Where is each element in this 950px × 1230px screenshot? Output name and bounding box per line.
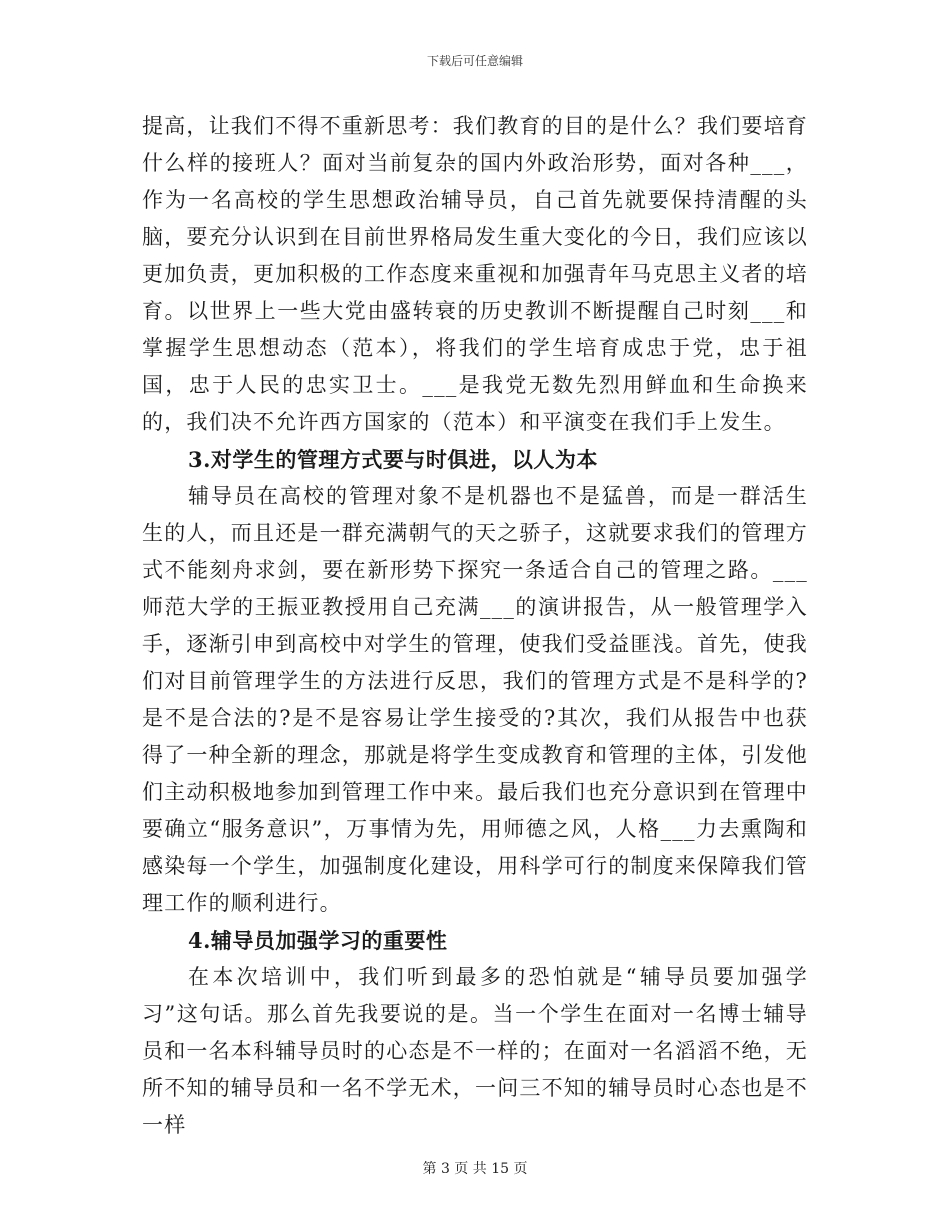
document-body bbox=[142, 108, 808, 1144]
paragraph-learning: 在本次培训中，我们听到最多的恐怕就是“辅导员要加强学习”这句话。那么首先我要说的是。当一个学生在面对一名博士辅导员和一名本科辅导员时的心态是不一样的；在面对一名滔滔不绝，无所不知的辅导员和一名不学无术，一问三不知的辅导员时心态也是不一样 bbox=[142, 965, 808, 1137]
page-header: 下载后可任意编辑 bbox=[426, 54, 523, 68]
paragraph-intro: 提高，让我们不得不重新思考：我们教育的目的是什么？我们要培育什么样的接班人？面对当前复杂的国内外政治形势，面对各种___，作为一名高校的学生思想政治辅导员，自己首先就要保持清醒的头脑，要充分认识到在目前世界格局发生重大变化的今日，我们应该以更加负责，更加积极的工作态度来重视和加强青年马克思主义者的培育。以世界上一些大党由盛转衰的历史教训不断提醒自己时刻___和掌握学生思想动态（范本），将我们的学生培育成忠于党，忠于祖国，忠于人民的忠实卫士。___是我党无数先烈用鲜血和生命换来的，我们决不允许西方国家的（范本）和平演变在我们手上发生。 bbox=[142, 114, 808, 434]
page-number: 第 3 页 共 15 页 bbox=[422, 1161, 528, 1177]
paragraph-management: 辅导员在高校的管理对象不是机器也不是猛兽，而是一群活生生的人，而且还是一群充满朝气的天之骄子，这就要求我们的管理方式不能刻舟求剑，要在新形势下探究一条适合自己的管理之路。___师范大学的王振亚教授用自己充满___的演讲报告，从一般管理学入手，逐渐引申到高校中对学生的管理，使我们受益匪浅。首先，使我们对目前管理学生的方法进行反思，我们的管理方式是不是科学的?是不是合法的?是不是容易让学生接受的?其次，我们从报告中也获得了一种全新的理念，那就是将学生变成教育和管理的主体，引发他们主动积极地参加到管理工作中来。最后我们也充分意识到在管理中要确立“服务意识”，万事情为先，用师德之风，人格___力去熏陶和感染每一个学生，加强制度化建设，用科学可行的制度来保障我们管理工作的顺利进行。 bbox=[142, 484, 808, 915]
section-heading-4: 4.辅导员加强学习的重要性 bbox=[188, 928, 448, 953]
section-heading-3: 3.对学生的管理方式要与时俱进，以人为本 bbox=[188, 447, 598, 472]
